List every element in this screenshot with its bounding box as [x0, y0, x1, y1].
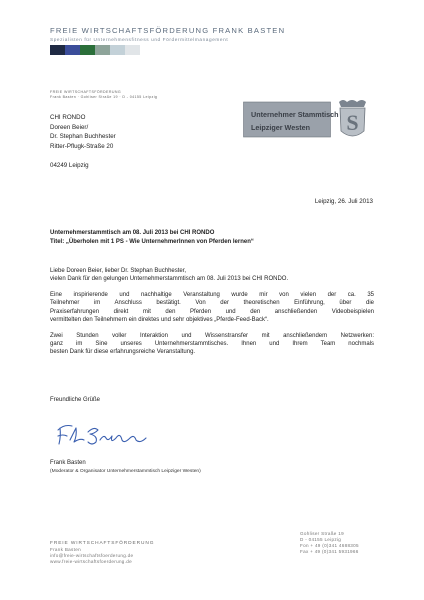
body-line: Zwei Stunden voller Interaktion und Wissenstransfer mit anschließendem Netzwerken:: [50, 332, 374, 339]
paragraph-salutation: [50, 267, 374, 283]
logo-emblem-letter: S: [346, 110, 359, 135]
letterhead-title: FREIE WIRTSCHAFTSFÖRDERUNG FRANK BASTEN: [50, 26, 286, 35]
subject: [50, 229, 254, 247]
footer-street: Gohliser Straße 19: [300, 531, 344, 536]
footer-phone: Fon + 49 (0)341 4688305: [300, 543, 359, 549]
color-swatch: [125, 45, 140, 55]
paragraph-3: [50, 332, 374, 357]
footer-website: www.freie-wirtschaftsfoerderung.de: [50, 559, 132, 565]
sender-line-1: FREIE WIRTSCHAFTSFÖRDERUNG: [50, 90, 122, 94]
body-line: Teilnehmer im Anschluss bestätigt. Von der theoretischen Einführung, über die: [50, 300, 374, 307]
color-swatch: [65, 45, 80, 55]
stammtisch-logo: [243, 97, 374, 142]
salutation: Liebe Doreen Beier, lieber Dr. Stephan Buchhester,: [50, 268, 187, 274]
recipient-city: 04249 Leipzig: [50, 161, 89, 169]
closing: Freundliche Grüße: [50, 397, 101, 403]
letter-date: Leipzig, 26. Juli 2013: [314, 198, 373, 205]
paragraph-2: [50, 291, 374, 324]
logo-line-2: Leipziger Westen: [251, 123, 310, 132]
recipient-contact-2: Dr. Stephan Buchhester: [50, 133, 116, 141]
body-line: ganz im Sine unseres Unternehmerstammtisches. Ihnen und Ihrem Team nochmals: [50, 341, 374, 348]
footer-city: D - 04155 Leipzig: [300, 537, 342, 543]
recipient-street: Ritter-Pflugk-Straße 20: [50, 142, 114, 150]
body-line: Praxiserfahrungen direkt mit den Pferden und den anschließenden Videobeispielen: [50, 308, 374, 315]
letterhead-subtitle: Spezialisten für Unternehmensfitness und Fördermittelmanagement: [50, 37, 229, 42]
color-swatch: [50, 45, 65, 55]
letter-body: [50, 267, 374, 364]
logo-emblem-icon: [339, 100, 366, 136]
recipient-contact-1: Doreen Beier/: [50, 123, 89, 131]
subject-line-2: Titel: „Überholen mit 1 PS - Wie UnternehmerInnen von Pferden lernen“: [50, 239, 254, 246]
color-swatch-bar: [50, 45, 140, 55]
footer-right: [300, 531, 359, 555]
color-swatch: [110, 45, 125, 55]
color-swatch: [95, 45, 110, 55]
body-line: vielen Dank für den gelungen Unternehmerstammtisch am 08. Juli 2013 bei CHI RONDO.: [50, 276, 289, 283]
signer-role: (Moderator & Organisator Unternehmerstammtisch Leipziger Westen): [50, 469, 201, 474]
signer-name: Frank Basten: [50, 460, 86, 466]
footer-email: info@freie-wirtschaftsfoerderung.de: [50, 553, 134, 559]
subject-line-1: Unternehmerstammtisch am 08. Juli 2013 bei CHI RONDO: [50, 230, 215, 236]
footer-company: FREIE WIRTSCHAFTSFÖRDERUNG: [50, 541, 155, 546]
sender-line-2: Frank Basten · Gohliser Straße 19 · D - 04155 Leipzig: [50, 95, 158, 100]
footer-fax: Fax + 49 (0)341 5931966: [300, 549, 359, 555]
body-line: vermittelten den Teilnehmern ein direktes und sehr objektives „Pferde-Feed-Back“.: [50, 316, 269, 323]
recipient-company: CHI RONDO: [50, 114, 86, 121]
color-swatch: [80, 45, 95, 55]
sender-return-address: [50, 90, 157, 100]
recipient-address: [50, 113, 116, 171]
body-line: besten Dank für diese erfahrungsreiche Veranstaltung.: [50, 349, 196, 356]
handwritten-signature: [50, 420, 160, 450]
footer-left: [50, 541, 154, 565]
footer-person: Frank Basten: [50, 547, 81, 553]
body-line: Eine inspirierende und nachhaltige Veranstaltung wurde mir von vielen der ca. 35: [50, 292, 374, 299]
logo-line-1: Unternehmer Stammtisch: [251, 110, 339, 119]
